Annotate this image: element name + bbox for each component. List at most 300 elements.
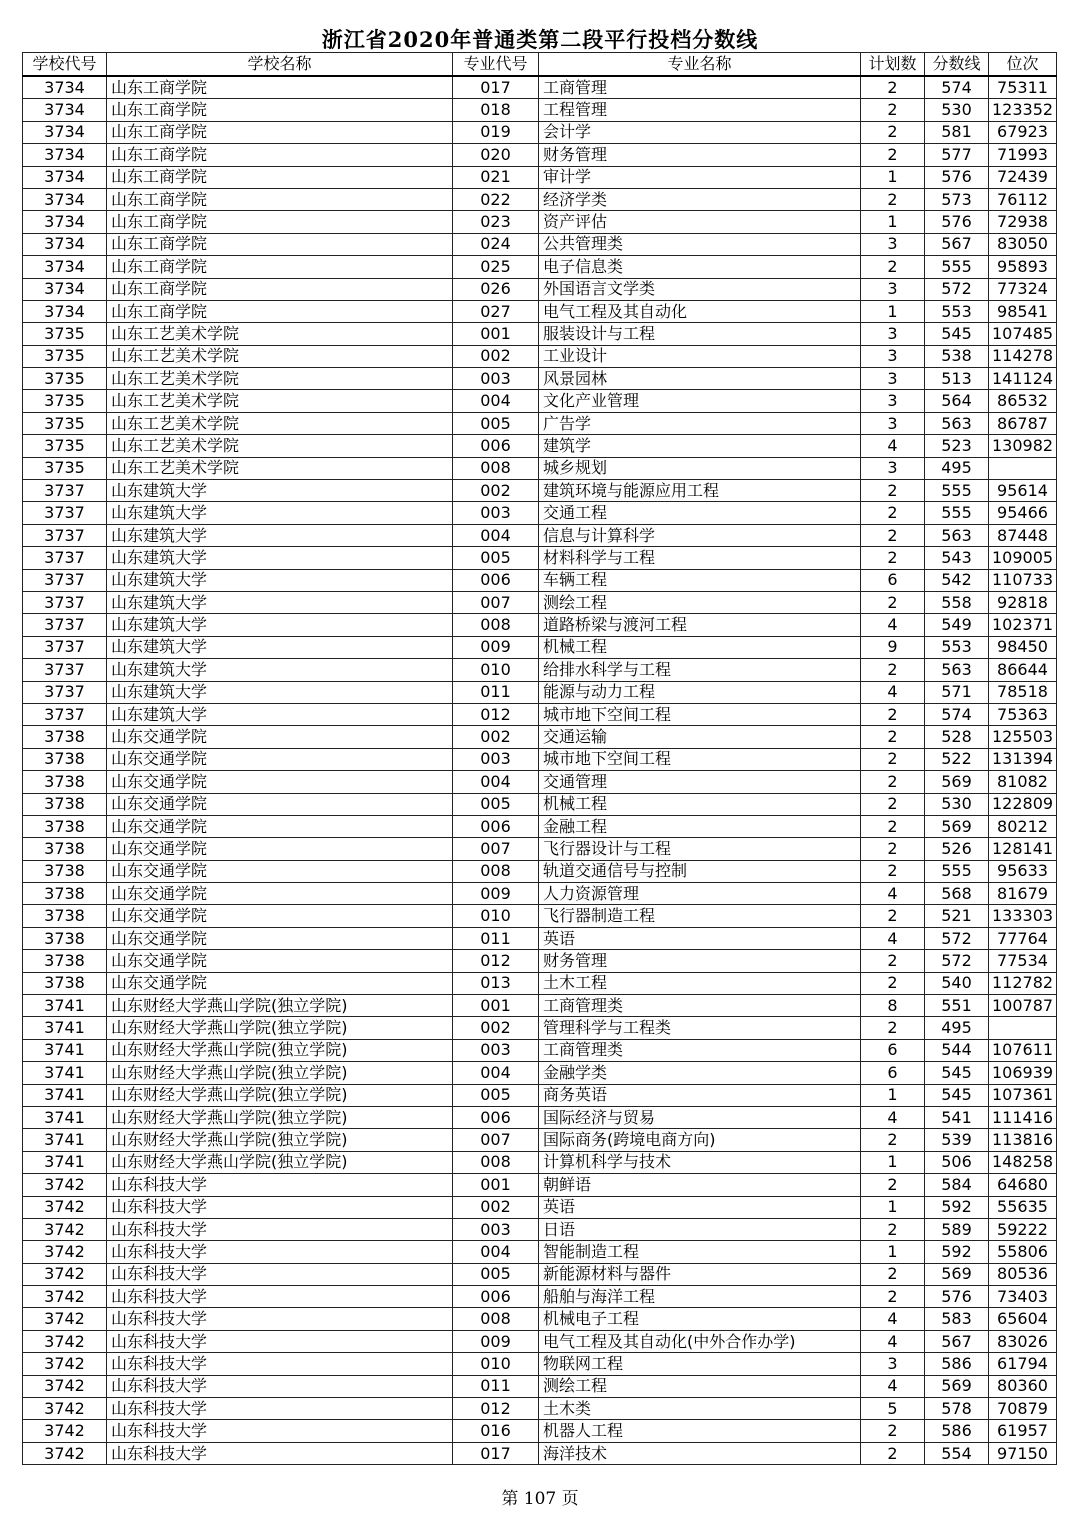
plan-count-cell: 1 (861, 1241, 925, 1263)
major-name-cell: 飞行器设计与工程 (539, 838, 861, 860)
school-name-cell: 山东工商学院 (107, 144, 453, 166)
score-line-cell: 586 (925, 1353, 989, 1375)
table-row (23, 771, 1057, 793)
rank-cell: 61957 (989, 1420, 1057, 1442)
score-line-cell: 555 (925, 860, 989, 882)
major-code-cell: 013 (453, 972, 539, 994)
major-name-cell: 金融学类 (539, 1062, 861, 1084)
school-code-cell: 3738 (23, 927, 107, 949)
major-code-cell: 011 (453, 1375, 539, 1397)
rank-cell: 55806 (989, 1241, 1057, 1263)
school-name-cell: 山东交通学院 (107, 793, 453, 815)
table-row (23, 1330, 1057, 1352)
score-line-cell: 567 (925, 1330, 989, 1352)
score-line-cell: 563 (925, 412, 989, 434)
admission-score-table (22, 52, 1057, 1465)
major-name-cell: 电气工程及其自动化(中外合作办学) (539, 1330, 861, 1352)
major-code-cell: 005 (453, 547, 539, 569)
school-name-cell: 山东建筑大学 (107, 524, 453, 546)
plan-count-cell: 2 (861, 771, 925, 793)
plan-count-cell: 9 (861, 636, 925, 658)
plan-count-cell: 2 (861, 547, 925, 569)
school-name-cell: 山东建筑大学 (107, 502, 453, 524)
major-code-cell: 009 (453, 1330, 539, 1352)
table-row (23, 188, 1057, 210)
table-row (23, 995, 1057, 1017)
school-code-cell: 3741 (23, 1017, 107, 1039)
plan-count-cell: 4 (861, 435, 925, 457)
table-row (23, 524, 1057, 546)
table-row (23, 927, 1057, 949)
plan-count-cell: 2 (861, 950, 925, 972)
table-row (23, 323, 1057, 345)
major-name-cell: 交通管理 (539, 771, 861, 793)
school-code-cell: 3738 (23, 815, 107, 837)
major-code-cell: 006 (453, 1106, 539, 1128)
major-name-cell: 机械工程 (539, 636, 861, 658)
score-line-cell: 521 (925, 905, 989, 927)
rank-cell (989, 457, 1057, 479)
rank-cell: 98541 (989, 300, 1057, 322)
rank-cell: 86644 (989, 659, 1057, 681)
plan-count-cell: 8 (861, 995, 925, 1017)
plan-count-cell: 3 (861, 457, 925, 479)
major-code-cell: 010 (453, 659, 539, 681)
major-name-cell: 广告学 (539, 412, 861, 434)
rank-cell: 64680 (989, 1174, 1057, 1196)
school-code-cell: 3742 (23, 1308, 107, 1330)
table-row (23, 502, 1057, 524)
major-code-cell: 002 (453, 345, 539, 367)
school-name-cell: 山东工艺美术学院 (107, 368, 453, 390)
table-row (23, 121, 1057, 143)
plan-count-cell: 4 (861, 681, 925, 703)
major-code-cell: 011 (453, 927, 539, 949)
school-code-cell: 3738 (23, 726, 107, 748)
table-row (23, 1263, 1057, 1285)
school-name-cell: 山东科技大学 (107, 1286, 453, 1308)
school-name-cell: 山东财经大学燕山学院(独立学院) (107, 1084, 453, 1106)
major-name-cell: 工业设计 (539, 345, 861, 367)
plan-count-cell: 2 (861, 188, 925, 210)
score-line-cell: 530 (925, 793, 989, 815)
table-row (23, 591, 1057, 613)
school-name-cell: 山东交通学院 (107, 883, 453, 905)
school-code-cell: 3742 (23, 1241, 107, 1263)
header-score-line: 分数线 (925, 53, 989, 77)
rank-cell: 100787 (989, 995, 1057, 1017)
major-name-cell: 外国语言文学类 (539, 278, 861, 300)
table-row (23, 636, 1057, 658)
plan-count-cell: 4 (861, 927, 925, 949)
major-code-cell: 017 (453, 76, 539, 99)
major-name-cell: 人力资源管理 (539, 883, 861, 905)
major-code-cell: 002 (453, 1196, 539, 1218)
school-name-cell: 山东工商学院 (107, 166, 453, 188)
score-line-cell: 592 (925, 1241, 989, 1263)
school-code-cell: 3734 (23, 278, 107, 300)
major-name-cell: 会计学 (539, 121, 861, 143)
score-line-cell: 555 (925, 502, 989, 524)
school-name-cell: 山东建筑大学 (107, 547, 453, 569)
school-name-cell: 山东工商学院 (107, 233, 453, 255)
plan-count-cell: 2 (861, 591, 925, 613)
rank-cell: 80536 (989, 1263, 1057, 1285)
school-code-cell: 3738 (23, 883, 107, 905)
table-row (23, 1196, 1057, 1218)
rank-cell: 148258 (989, 1151, 1057, 1173)
plan-count-cell: 6 (861, 569, 925, 591)
major-name-cell: 工商管理类 (539, 995, 861, 1017)
major-name-cell: 国际经济与贸易 (539, 1106, 861, 1128)
school-name-cell: 山东交通学院 (107, 771, 453, 793)
plan-count-cell: 2 (861, 1442, 925, 1464)
school-code-cell: 3734 (23, 76, 107, 99)
score-line-cell: 545 (925, 323, 989, 345)
rank-cell: 87448 (989, 524, 1057, 546)
school-name-cell: 山东建筑大学 (107, 659, 453, 681)
school-name-cell: 山东工艺美术学院 (107, 457, 453, 479)
header-major-name: 专业名称 (539, 53, 861, 77)
rank-cell (989, 1017, 1057, 1039)
table-header-row (23, 53, 1057, 77)
score-line-cell: 578 (925, 1398, 989, 1420)
table-row (23, 659, 1057, 681)
school-code-cell: 3742 (23, 1420, 107, 1442)
plan-count-cell: 1 (861, 300, 925, 322)
school-name-cell: 山东交通学院 (107, 905, 453, 927)
score-line-cell: 555 (925, 256, 989, 278)
plan-count-cell: 5 (861, 1398, 925, 1420)
major-name-cell: 土木类 (539, 1398, 861, 1420)
table-row (23, 1308, 1057, 1330)
plan-count-cell: 2 (861, 121, 925, 143)
major-name-cell: 测绘工程 (539, 1375, 861, 1397)
header-rank: 位次 (989, 53, 1057, 77)
school-code-cell: 3738 (23, 860, 107, 882)
major-name-cell: 轨道交通信号与控制 (539, 860, 861, 882)
table-row (23, 1017, 1057, 1039)
major-name-cell: 日语 (539, 1218, 861, 1240)
table-row (23, 950, 1057, 972)
rank-cell: 95893 (989, 256, 1057, 278)
score-line-cell: 568 (925, 883, 989, 905)
plan-count-cell: 2 (861, 726, 925, 748)
rank-cell: 86787 (989, 412, 1057, 434)
school-code-cell: 3735 (23, 368, 107, 390)
score-line-cell: 569 (925, 1263, 989, 1285)
school-name-cell: 山东工艺美术学院 (107, 390, 453, 412)
score-line-cell: 586 (925, 1420, 989, 1442)
school-code-cell: 3734 (23, 211, 107, 233)
rank-cell: 92818 (989, 591, 1057, 613)
score-line-cell: 528 (925, 726, 989, 748)
plan-count-cell: 2 (861, 1286, 925, 1308)
plan-count-cell: 2 (861, 524, 925, 546)
score-line-cell: 538 (925, 345, 989, 367)
rank-cell: 83050 (989, 233, 1057, 255)
table-row (23, 435, 1057, 457)
school-name-cell: 山东交通学院 (107, 972, 453, 994)
plan-count-cell: 3 (861, 412, 925, 434)
table-row (23, 860, 1057, 882)
major-code-cell: 023 (453, 211, 539, 233)
rank-cell: 97150 (989, 1442, 1057, 1464)
plan-count-cell: 2 (861, 905, 925, 927)
plan-count-cell: 3 (861, 345, 925, 367)
school-code-cell: 3742 (23, 1353, 107, 1375)
plan-count-cell: 4 (861, 1330, 925, 1352)
school-name-cell: 山东建筑大学 (107, 569, 453, 591)
rank-cell: 106939 (989, 1062, 1057, 1084)
rank-cell: 77324 (989, 278, 1057, 300)
plan-count-cell: 2 (861, 972, 925, 994)
plan-count-cell: 2 (861, 659, 925, 681)
major-name-cell: 资产评估 (539, 211, 861, 233)
major-code-cell: 021 (453, 166, 539, 188)
school-name-cell: 山东财经大学燕山学院(独立学院) (107, 995, 453, 1017)
rank-cell: 98450 (989, 636, 1057, 658)
score-line-cell: 567 (925, 233, 989, 255)
major-code-cell: 027 (453, 300, 539, 322)
major-code-cell: 012 (453, 1398, 539, 1420)
major-code-cell: 016 (453, 1420, 539, 1442)
rank-cell: 81679 (989, 883, 1057, 905)
school-name-cell: 山东科技大学 (107, 1241, 453, 1263)
plan-count-cell: 2 (861, 815, 925, 837)
major-code-cell: 010 (453, 1353, 539, 1375)
plan-count-cell: 4 (861, 1106, 925, 1128)
school-name-cell: 山东工艺美术学院 (107, 435, 453, 457)
table-row (23, 547, 1057, 569)
major-name-cell: 审计学 (539, 166, 861, 188)
plan-count-cell: 1 (861, 166, 925, 188)
page-title: 浙江省2020年普通类第二段平行投档分数线 (321, 27, 759, 52)
header-school-name: 学校名称 (107, 53, 453, 77)
major-name-cell: 风景园林 (539, 368, 861, 390)
school-code-cell: 3737 (23, 524, 107, 546)
major-code-cell: 001 (453, 1174, 539, 1196)
school-name-cell: 山东工艺美术学院 (107, 412, 453, 434)
plan-count-cell: 2 (861, 502, 925, 524)
school-name-cell: 山东工艺美术学院 (107, 345, 453, 367)
table-row (23, 1286, 1057, 1308)
major-name-cell: 财务管理 (539, 950, 861, 972)
major-code-cell: 025 (453, 256, 539, 278)
school-code-cell: 3742 (23, 1398, 107, 1420)
school-code-cell: 3735 (23, 457, 107, 479)
school-name-cell: 山东交通学院 (107, 838, 453, 860)
major-name-cell: 测绘工程 (539, 591, 861, 613)
major-name-cell: 英语 (539, 1196, 861, 1218)
plan-count-cell: 3 (861, 1353, 925, 1375)
school-code-cell: 3737 (23, 659, 107, 681)
school-code-cell: 3741 (23, 1084, 107, 1106)
table-row (23, 726, 1057, 748)
score-line-cell: 564 (925, 390, 989, 412)
major-name-cell: 电子信息类 (539, 256, 861, 278)
major-code-cell: 009 (453, 636, 539, 658)
score-line-cell: 576 (925, 166, 989, 188)
school-code-cell: 3738 (23, 838, 107, 860)
major-code-cell: 009 (453, 883, 539, 905)
school-name-cell: 山东交通学院 (107, 815, 453, 837)
plan-count-cell: 4 (861, 1375, 925, 1397)
school-code-cell: 3734 (23, 233, 107, 255)
rank-cell: 75363 (989, 703, 1057, 725)
score-line-cell: 571 (925, 681, 989, 703)
school-code-cell: 3737 (23, 636, 107, 658)
rank-cell: 123352 (989, 99, 1057, 121)
rank-cell: 95633 (989, 860, 1057, 882)
rank-cell: 65604 (989, 1308, 1057, 1330)
school-name-cell: 山东工商学院 (107, 211, 453, 233)
school-name-cell: 山东建筑大学 (107, 681, 453, 703)
school-name-cell: 山东交通学院 (107, 927, 453, 949)
major-code-cell: 004 (453, 524, 539, 546)
school-name-cell: 山东工商学院 (107, 256, 453, 278)
school-code-cell: 3738 (23, 950, 107, 972)
major-code-cell: 002 (453, 726, 539, 748)
score-line-cell: 495 (925, 457, 989, 479)
major-name-cell: 英语 (539, 927, 861, 949)
major-code-cell: 010 (453, 905, 539, 927)
header-school-code: 学校代号 (23, 53, 107, 77)
score-line-cell: 576 (925, 1286, 989, 1308)
major-name-cell: 车辆工程 (539, 569, 861, 591)
table-row (23, 166, 1057, 188)
table-row (23, 1174, 1057, 1196)
school-name-cell: 山东科技大学 (107, 1196, 453, 1218)
major-name-cell: 经济学类 (539, 188, 861, 210)
table-row (23, 815, 1057, 837)
table-row (23, 412, 1057, 434)
score-line-cell: 543 (925, 547, 989, 569)
school-name-cell: 山东科技大学 (107, 1398, 453, 1420)
score-line-cell: 574 (925, 76, 989, 99)
school-code-cell: 3742 (23, 1375, 107, 1397)
table-row (23, 1442, 1057, 1464)
school-name-cell: 山东交通学院 (107, 860, 453, 882)
major-name-cell: 城乡规划 (539, 457, 861, 479)
major-code-cell: 002 (453, 1017, 539, 1039)
plan-count-cell: 1 (861, 211, 925, 233)
major-name-cell: 电气工程及其自动化 (539, 300, 861, 322)
rank-cell: 70879 (989, 1398, 1057, 1420)
rank-cell: 141124 (989, 368, 1057, 390)
major-name-cell: 金融工程 (539, 815, 861, 837)
score-line-cell: 576 (925, 211, 989, 233)
school-name-cell: 山东科技大学 (107, 1218, 453, 1240)
school-code-cell: 3734 (23, 166, 107, 188)
score-line-cell: 589 (925, 1218, 989, 1240)
school-code-cell: 3737 (23, 681, 107, 703)
school-name-cell: 山东工商学院 (107, 121, 453, 143)
school-code-cell: 3742 (23, 1286, 107, 1308)
table-row (23, 390, 1057, 412)
school-code-cell: 3734 (23, 121, 107, 143)
major-code-cell: 012 (453, 703, 539, 725)
major-name-cell: 交通工程 (539, 502, 861, 524)
major-code-cell: 008 (453, 860, 539, 882)
school-code-cell: 3734 (23, 300, 107, 322)
plan-count-cell: 2 (861, 1174, 925, 1196)
rank-cell: 61794 (989, 1353, 1057, 1375)
school-code-cell: 3737 (23, 591, 107, 613)
plan-count-cell: 2 (861, 860, 925, 882)
school-name-cell: 山东交通学院 (107, 726, 453, 748)
major-code-cell: 024 (453, 233, 539, 255)
score-line-cell: 555 (925, 480, 989, 502)
rank-cell: 107485 (989, 323, 1057, 345)
table-row (23, 300, 1057, 322)
table-row (23, 1218, 1057, 1240)
school-name-cell: 山东科技大学 (107, 1330, 453, 1352)
rank-cell: 75311 (989, 76, 1057, 99)
major-code-cell: 005 (453, 1084, 539, 1106)
rank-cell: 128141 (989, 838, 1057, 860)
major-code-cell: 003 (453, 368, 539, 390)
school-code-cell: 3738 (23, 972, 107, 994)
major-code-cell: 004 (453, 1241, 539, 1263)
rank-cell: 111416 (989, 1106, 1057, 1128)
major-name-cell: 船舶与海洋工程 (539, 1286, 861, 1308)
table-row (23, 1420, 1057, 1442)
plan-count-cell: 3 (861, 368, 925, 390)
school-code-cell: 3741 (23, 1039, 107, 1061)
plan-count-cell: 2 (861, 703, 925, 725)
major-name-cell: 国际商务(跨境电商方向) (539, 1129, 861, 1151)
plan-count-cell: 2 (861, 748, 925, 770)
major-name-cell: 机器人工程 (539, 1420, 861, 1442)
score-line-cell: 523 (925, 435, 989, 457)
school-name-cell: 山东科技大学 (107, 1442, 453, 1464)
rank-cell: 78518 (989, 681, 1057, 703)
school-code-cell: 3742 (23, 1196, 107, 1218)
score-line-cell: 506 (925, 1151, 989, 1173)
major-code-cell: 003 (453, 748, 539, 770)
rank-cell: 72439 (989, 166, 1057, 188)
score-line-cell: 563 (925, 524, 989, 546)
major-name-cell: 交通运输 (539, 726, 861, 748)
school-code-cell: 3741 (23, 1106, 107, 1128)
major-name-cell: 工程管理 (539, 99, 861, 121)
major-code-cell: 001 (453, 323, 539, 345)
score-line-cell: 495 (925, 1017, 989, 1039)
rank-cell: 130982 (989, 435, 1057, 457)
score-line-cell: 553 (925, 636, 989, 658)
rank-cell: 76112 (989, 188, 1057, 210)
school-name-cell: 山东财经大学燕山学院(独立学院) (107, 1017, 453, 1039)
school-code-cell: 3735 (23, 323, 107, 345)
rank-cell: 77764 (989, 927, 1057, 949)
major-code-cell: 026 (453, 278, 539, 300)
table-row (23, 1151, 1057, 1173)
school-name-cell: 山东工艺美术学院 (107, 323, 453, 345)
school-code-cell: 3742 (23, 1442, 107, 1464)
major-code-cell: 007 (453, 838, 539, 860)
score-line-cell: 542 (925, 569, 989, 591)
plan-count-cell: 2 (861, 1129, 925, 1151)
table-row (23, 838, 1057, 860)
score-line-cell: 583 (925, 1308, 989, 1330)
major-code-cell: 012 (453, 950, 539, 972)
table-row (23, 256, 1057, 278)
major-name-cell: 机械电子工程 (539, 1308, 861, 1330)
table-row (23, 76, 1057, 99)
school-name-cell: 山东科技大学 (107, 1420, 453, 1442)
major-name-cell: 管理科学与工程类 (539, 1017, 861, 1039)
